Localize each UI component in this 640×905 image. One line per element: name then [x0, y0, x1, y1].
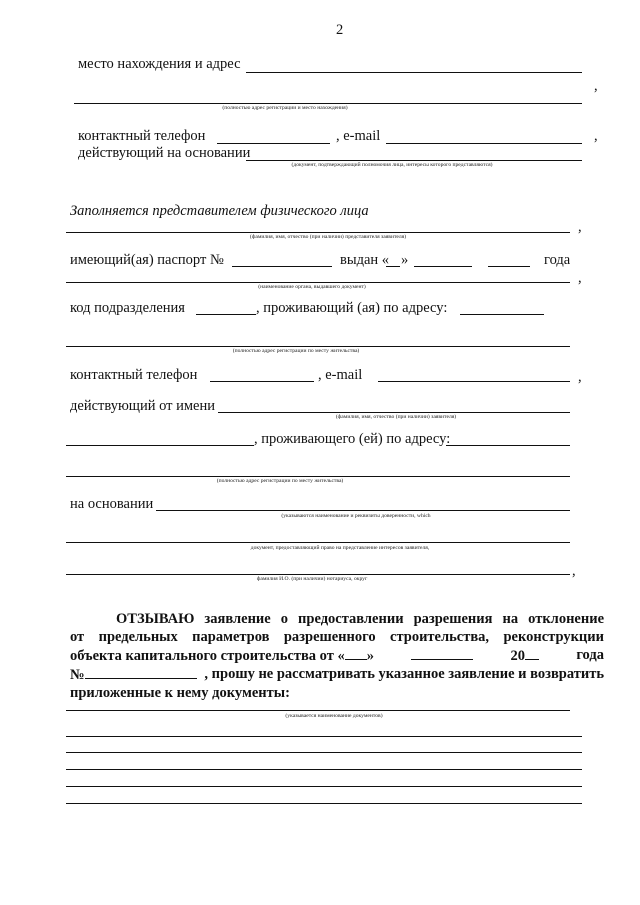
applicant-residence-field-a[interactable] [446, 445, 570, 446]
issued-close: » [401, 252, 409, 268]
withdrawal-line2: от предельных параметров разрешенного строительства, реконструкции [70, 629, 604, 645]
withdrawal-number-field[interactable] [85, 665, 197, 679]
residence-hint: (полностью адрес регистрации по месту жительства) [232, 348, 360, 354]
document-hint: документ, предоставляющий право на представление интересов заявителя, [250, 545, 430, 551]
proxy-hint: (указываются наименование и реквизиты доверенности, which [281, 513, 431, 519]
withdrawal-line1: ОТЗЫВАЮ заявление о предоставлении разрешения на отклонение [116, 611, 604, 627]
withdrawal-year-field[interactable] [525, 646, 539, 660]
email-label: , e-mail [336, 128, 381, 144]
subdivision-label: код подразделения [70, 300, 185, 316]
withdrawal-paragraph [70, 610, 604, 702]
issued-day-field[interactable] [386, 266, 400, 267]
subdivision-field[interactable] [196, 314, 256, 315]
docs-field[interactable] [66, 710, 570, 711]
withdrawal-line4b: , прошу не рассматривать указанное заявление и возвратить [204, 666, 604, 682]
applicant-field[interactable] [66, 445, 254, 446]
docs-hint: (указывается наименование документов) [285, 713, 383, 719]
location-label: место нахождения и адрес [78, 56, 241, 72]
passport-label: имеющий(ая) паспорт № [70, 252, 224, 268]
comma-mark: , [594, 78, 598, 94]
basis-label: действующий на основании [78, 145, 251, 161]
rep-phone-label: контактный телефон [70, 367, 198, 383]
comma-mark: , [572, 563, 576, 579]
location-field[interactable] [246, 72, 582, 73]
address-hint: (полностью адрес регистрации и место нахождения) [222, 105, 348, 111]
email-field[interactable] [386, 143, 582, 144]
on-behalf-label: действующий от имени [70, 398, 215, 414]
issuer-hint: (наименование органа, выдавшего документ) [258, 284, 366, 290]
representative-heading: Заполняется представителем физического лица [70, 203, 369, 219]
applicant-residence-hint: (полностью адрес регистрации по месту жительства) [216, 478, 344, 484]
address-field[interactable] [74, 103, 582, 104]
passport-number-field[interactable] [232, 266, 332, 267]
rep-email-field[interactable] [378, 381, 570, 382]
withdrawal-day-field[interactable] [345, 646, 367, 660]
withdrawal-line3a: объекта капитального строительства от « [70, 648, 345, 664]
phone-label: контактный телефон [78, 128, 206, 144]
applicant-name-field[interactable] [218, 412, 570, 413]
rep-email-label: , e-mail [318, 367, 363, 383]
issued-label: выдан « [340, 252, 390, 268]
issued-year-field[interactable] [488, 266, 530, 267]
representative-name-field[interactable] [66, 232, 570, 233]
comma-mark: , [578, 270, 582, 286]
comma-mark: , [578, 219, 582, 235]
withdrawal-month-field[interactable] [411, 646, 473, 660]
residence-field-b[interactable] [66, 346, 570, 347]
applicant-hint: (фамилия, имя, отчество (при наличии) заявителя) [335, 414, 457, 420]
docs-line-4[interactable] [66, 786, 582, 787]
notary-field[interactable] [66, 574, 570, 575]
docs-line-3[interactable] [66, 769, 582, 770]
document-field[interactable] [66, 542, 570, 543]
phone-field[interactable] [217, 143, 330, 144]
withdrawal-line4a: № [70, 667, 85, 683]
withdrawal-line3b: » [366, 648, 374, 664]
docs-line-2[interactable] [66, 752, 582, 753]
notary-hint: фамилия И.О. (при наличии) нотариуса, округ [256, 576, 368, 582]
applicant-residence-field-b[interactable] [66, 476, 570, 477]
docs-line-5[interactable] [66, 803, 582, 804]
grounds-field[interactable] [156, 510, 570, 511]
issued-month-field[interactable] [414, 266, 472, 267]
residing-label: , проживающий (ая) по адресу: [256, 300, 448, 316]
page-number: 2 [336, 22, 344, 38]
basis-field[interactable] [246, 160, 582, 161]
docs-line-1[interactable] [66, 736, 582, 737]
withdrawal-line5: приложенные к нему документы: [70, 685, 290, 701]
issuer-field[interactable] [66, 282, 570, 283]
comma-mark: , [594, 128, 598, 144]
representative-name-hint: (фамилия, имя, отчество (при наличии) представителя заявителя) [249, 234, 407, 240]
comma-mark: , [578, 369, 582, 385]
withdrawal-line3d: года [576, 647, 604, 663]
grounds-label: на основании [70, 496, 154, 512]
rep-phone-field[interactable] [210, 381, 314, 382]
residence-field-a[interactable] [460, 314, 544, 315]
withdrawal-line3c: 20 [510, 648, 526, 664]
year-label: года [544, 252, 571, 268]
applicant-residing-label: , проживающего (ей) по адресу: [254, 431, 451, 447]
basis-hint: (документ, подтверждающий полномочия лица, интересы которого представляются) [291, 162, 493, 168]
